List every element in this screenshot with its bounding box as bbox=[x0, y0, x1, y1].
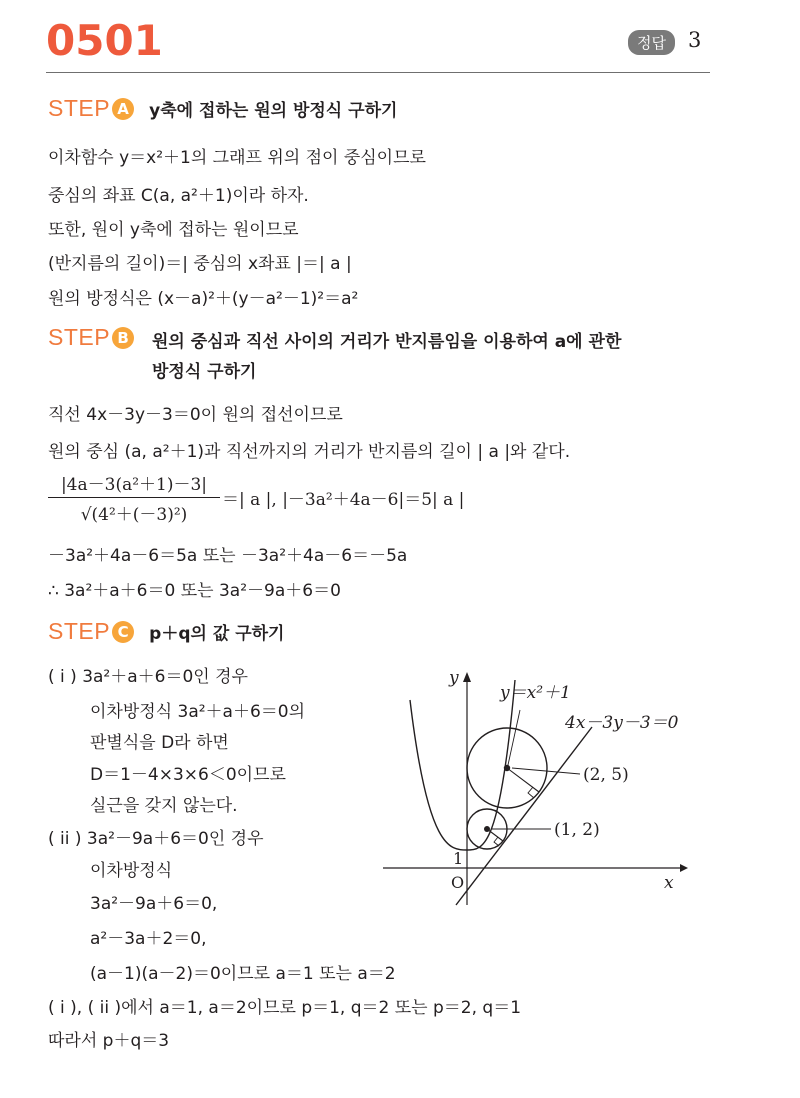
step-a-line-3: 또한, 원이 y축에 접하는 원이므로 bbox=[48, 220, 299, 240]
y-tick-label: 1 bbox=[453, 849, 464, 868]
step-c-line-8: 3a²－9a＋6＝0, bbox=[90, 894, 218, 914]
step-b-after-1: －3a²＋4a－6＝5a 또는 －3a²＋4a－6＝－5a bbox=[48, 546, 408, 566]
fraction-numerator: |4a－3(a²＋1)－3| bbox=[48, 470, 220, 498]
step-b-letter-icon: B bbox=[112, 327, 134, 349]
step-c-title: p＋q의 값 구하기 bbox=[149, 624, 285, 644]
y-axis-arrow-icon bbox=[463, 672, 471, 682]
step-b-line-2: 원의 중심 (a, a²＋1)과 직선까지의 거리가 반지름의 길이 | a |와 같다. bbox=[48, 442, 571, 462]
parabola-label: y＝x²＋1 bbox=[500, 683, 571, 703]
answer-value: 3 bbox=[688, 28, 702, 52]
parabola-curve bbox=[410, 680, 515, 850]
problem-number: 0501 bbox=[46, 16, 163, 65]
step-a-line-4: (반지름의 길이)＝| 중심의 x좌표 |＝| a | bbox=[48, 254, 352, 274]
step-b-title-1: 원의 중심과 직선 사이의 거리가 반지름임을 이용하여 a에 관한 bbox=[152, 332, 622, 352]
right-angle-mark-big bbox=[528, 787, 534, 798]
step-c-letter-icon: C bbox=[112, 621, 134, 643]
answer-badge: 정답 bbox=[628, 30, 675, 55]
small-center-label: (1, 2) bbox=[554, 820, 600, 840]
step-b-after-2: ∴ 3a²＋a＋6＝0 또는 3a²－9a＋6＝0 bbox=[48, 581, 341, 601]
step-c-line-1: ( i ) 3a²＋a＋6＝0인 경우 bbox=[48, 667, 248, 687]
step-a-line-5: 원의 방정식은 (x－a)²＋(y－a²－1)²＝a² bbox=[48, 289, 359, 309]
step-a-line-2: 중심의 좌표 C(a, a²＋1)이라 하자. bbox=[48, 186, 309, 206]
step-c-line-3: 판별식을 D라 하면 bbox=[90, 733, 229, 753]
step-c-line-6: ( ii ) 3a²－9a＋6＝0인 경우 bbox=[48, 829, 264, 849]
step-b-title-2: 방정식 구하기 bbox=[152, 362, 257, 382]
step-c-line-9: a²－3a＋2＝0, bbox=[90, 929, 207, 949]
step-c-line-2: 이차방정식 3a²＋a＋6＝0의 bbox=[90, 702, 306, 722]
x-axis-label: x bbox=[664, 873, 674, 893]
origin-label: O bbox=[451, 873, 465, 892]
fraction-rest: ＝| a |, |－3a²＋4a－6|＝5| a | bbox=[222, 490, 465, 510]
step-c-line-12: 따라서 p＋q＝3 bbox=[48, 1031, 170, 1051]
step-c-line-4: D＝1－4×3×6＜0이므로 bbox=[90, 765, 286, 785]
step-c-line-7: 이차방정식 bbox=[90, 861, 173, 881]
big-center-label: (2, 5) bbox=[583, 765, 629, 785]
fraction-denominator: √(4²＋(－3)²) bbox=[80, 505, 188, 525]
step-a-title: y축에 접하는 원의 방정식 구하기 bbox=[149, 101, 398, 121]
step-c-label: STEP bbox=[48, 618, 111, 644]
step-b-line-1: 직선 4x－3y－3＝0이 원의 접선이므로 bbox=[48, 405, 343, 425]
step-c-line-11: ( i ), ( ii )에서 a＝1, a＝2이므로 p＝1, q＝2 또는 p＝2, q＝1 bbox=[48, 998, 522, 1018]
step-c-line-5: 실근을 갖지 않는다. bbox=[90, 796, 238, 816]
step-a-label: STEP bbox=[48, 95, 111, 121]
parabola-label-leader bbox=[508, 710, 520, 765]
step-a-letter-icon: A bbox=[112, 98, 134, 120]
tangent-line-label: 4x－3y－3＝0 bbox=[565, 713, 679, 733]
right-angle-mark-small bbox=[494, 837, 499, 846]
big-radius bbox=[507, 768, 539, 792]
y-axis-label: y bbox=[449, 668, 459, 688]
tangent-line bbox=[456, 727, 592, 905]
step-c-line-10: (a－1)(a－2)＝0이므로 a＝1 또는 a＝2 bbox=[90, 964, 396, 984]
x-axis-arrow-icon bbox=[680, 864, 688, 872]
step-b-label: STEP bbox=[48, 324, 111, 350]
step-a-line-1: 이차함수 y＝x²＋1의 그래프 위의 점이 중심이므로 bbox=[48, 148, 426, 168]
